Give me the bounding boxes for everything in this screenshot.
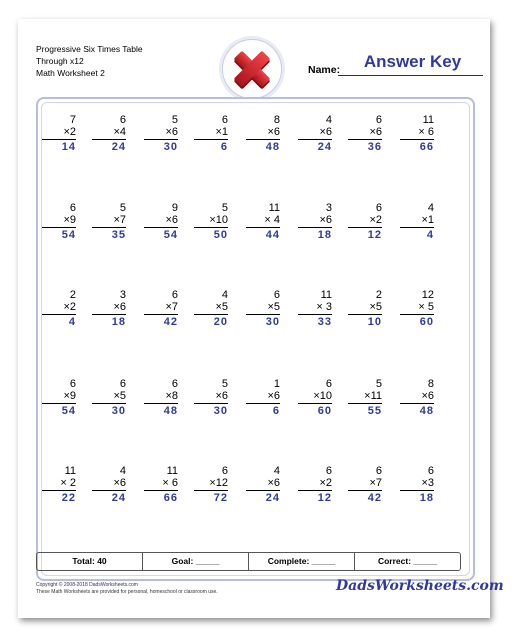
multiplier: ×3	[421, 476, 434, 489]
multiplicand: 6	[375, 465, 382, 477]
answer: 54	[163, 229, 178, 241]
multiplier: ×6	[165, 125, 178, 138]
answer: 30	[111, 405, 126, 417]
problem-item	[144, 379, 178, 418]
answer: 66	[163, 492, 178, 504]
multiplier: ×6	[113, 300, 126, 313]
multiplicand: 4	[325, 114, 332, 126]
multiplier: ×12	[209, 476, 228, 489]
answer: 30	[163, 141, 178, 153]
answer: 4	[426, 229, 434, 241]
multiplicand: 6	[273, 289, 280, 301]
multiplicand: 2	[69, 289, 76, 301]
answer: 12	[367, 229, 382, 241]
multiplicand: 6	[427, 465, 434, 477]
problem-item	[348, 203, 382, 242]
answer: 54	[61, 405, 76, 417]
problem-item	[298, 115, 332, 154]
multiplicand: 4	[427, 202, 434, 214]
answer: 18	[317, 229, 332, 241]
answer: 10	[367, 316, 382, 328]
brand-logo: DadsWorksheets.com	[336, 578, 504, 594]
multiplicand: 6	[171, 378, 178, 390]
answer: 30	[213, 405, 228, 417]
problem-item	[92, 466, 126, 505]
copyright-line-2: These Math Worksheets are provided for personal, homeschool or classroom use.	[36, 589, 218, 595]
multiplier: × 6	[418, 125, 434, 138]
problem-item	[194, 466, 228, 505]
multiplicand: 6	[221, 465, 228, 477]
multiplier: ×5	[215, 300, 228, 313]
correct-cell: Correct: _____	[354, 553, 460, 570]
multiplier: ×6	[267, 476, 280, 489]
problem-item	[246, 290, 280, 329]
problem-item	[400, 466, 434, 505]
title-line-1: Progressive Six Times Table	[36, 44, 143, 54]
problem-item	[92, 290, 126, 329]
multiplier: ×6	[369, 125, 382, 138]
title-line-2: Through x12	[36, 56, 84, 66]
problems-frame	[36, 97, 475, 581]
multiplicand: 11	[320, 289, 332, 301]
multiplier: × 2	[60, 476, 76, 489]
multiplicand: 9	[171, 202, 178, 214]
multiplier: ×6	[165, 213, 178, 226]
multiplier: × 3	[316, 300, 332, 313]
multiplier: ×9	[63, 389, 76, 402]
problem-item	[194, 203, 228, 242]
multiplier: ×2	[63, 125, 76, 138]
problem-item	[92, 379, 126, 418]
multiplicand: 7	[69, 114, 76, 126]
worksheet-page	[18, 19, 504, 618]
problem-item	[144, 290, 178, 329]
multiplier: ×6	[319, 213, 332, 226]
answer: 14	[61, 141, 76, 153]
multiplier: ×1	[421, 213, 434, 226]
score-bar	[36, 552, 461, 571]
answer: 42	[367, 492, 382, 504]
problem-item	[348, 115, 382, 154]
answer: 30	[265, 316, 280, 328]
answer: 24	[317, 141, 332, 153]
title-line-3: Math Worksheet 2	[36, 68, 105, 78]
multiplier: × 6	[162, 476, 178, 489]
problem-item	[194, 115, 228, 154]
problem-item	[42, 290, 76, 329]
multiplier: × 4	[264, 213, 280, 226]
problem-item	[400, 379, 434, 418]
goal-cell: Goal: _____	[142, 553, 248, 570]
multiplicand: 4	[221, 289, 228, 301]
multiplicand: 5	[221, 378, 228, 390]
multiplicand: 5	[119, 202, 126, 214]
multiplicand: 11	[166, 465, 178, 477]
multiplier: ×6	[215, 389, 228, 402]
problem-item	[348, 466, 382, 505]
answer: 48	[419, 405, 434, 417]
multiplicand: 6	[119, 378, 126, 390]
name-line	[338, 75, 483, 76]
multiplier: ×5	[369, 300, 382, 313]
multiplicand: 8	[427, 378, 434, 390]
answer-key-badge	[222, 39, 282, 99]
multiplier: ×10	[209, 213, 228, 226]
multiplier: ×2	[319, 476, 332, 489]
multiplicand: 6	[171, 289, 178, 301]
copyright-block	[36, 582, 218, 596]
problem-item	[42, 379, 76, 418]
total-cell: Total: 40	[72, 556, 107, 566]
multiplicand: 4	[273, 465, 280, 477]
multiplier: ×2	[369, 213, 382, 226]
multiplier: ×4	[113, 125, 126, 138]
problem-item	[298, 203, 332, 242]
answer: 36	[367, 141, 382, 153]
problem-item	[400, 115, 434, 154]
multiplicand: 8	[273, 114, 280, 126]
multiplier: ×5	[267, 300, 280, 313]
multiplier: ×6	[319, 125, 332, 138]
problem-item	[42, 115, 76, 154]
problem-item	[194, 379, 228, 418]
multiplicand: 6	[69, 202, 76, 214]
multiplicand: 6	[221, 114, 228, 126]
answer: 66	[419, 141, 434, 153]
answer: 72	[213, 492, 228, 504]
answer: 33	[317, 316, 332, 328]
answer: 24	[265, 492, 280, 504]
multiplicand: 6	[375, 114, 382, 126]
problem-item	[298, 379, 332, 418]
multiplicand: 6	[69, 378, 76, 390]
multiplier: ×9	[63, 213, 76, 226]
multiplier: ×10	[313, 389, 332, 402]
answer: 48	[163, 405, 178, 417]
answer: 6	[220, 141, 228, 153]
multiplicand: 11	[268, 202, 280, 214]
answer: 54	[61, 229, 76, 241]
problem-item	[92, 203, 126, 242]
multiplicand: 5	[171, 114, 178, 126]
answer: 50	[213, 229, 228, 241]
answer: 18	[419, 492, 434, 504]
multiplicand: 3	[325, 202, 332, 214]
problem-item	[144, 115, 178, 154]
problem-item	[348, 290, 382, 329]
worksheet-title-block	[36, 43, 143, 79]
multiplier: ×6	[113, 476, 126, 489]
answer: 24	[111, 492, 126, 504]
answer: 48	[265, 141, 280, 153]
multiplier: ×1	[215, 125, 228, 138]
answer: 12	[317, 492, 332, 504]
answer: 60	[419, 316, 434, 328]
answer: 35	[111, 229, 126, 241]
problem-item	[194, 290, 228, 329]
problem-item	[42, 203, 76, 242]
answer: 60	[317, 405, 332, 417]
problem-item	[400, 290, 434, 329]
answer: 55	[367, 405, 382, 417]
name-label: Name:	[308, 64, 341, 76]
problem-item	[144, 466, 178, 505]
answer-key-text: Answer Key	[363, 52, 462, 71]
answer: 24	[111, 141, 126, 153]
red-x-icon	[223, 40, 281, 98]
answer: 18	[111, 316, 126, 328]
multiplicand: 11	[64, 465, 76, 477]
multiplicand: 6	[375, 202, 382, 214]
multiplicand: 6	[325, 378, 332, 390]
answer: 4	[68, 316, 76, 328]
multiplicand: 2	[375, 289, 382, 301]
multiplicand: 5	[375, 378, 382, 390]
problem-item	[42, 466, 76, 505]
multiplicand: 1	[273, 378, 280, 390]
multiplicand: 3	[119, 289, 126, 301]
problem-item	[298, 290, 332, 329]
answer: 22	[61, 492, 76, 504]
problem-item	[400, 203, 434, 242]
complete-cell: Complete: _____	[248, 553, 354, 570]
problem-item	[144, 203, 178, 242]
multiplier: ×7	[369, 476, 382, 489]
answer: 20	[213, 316, 228, 328]
multiplier: ×5	[113, 389, 126, 402]
multiplier: × 5	[418, 300, 434, 313]
multiplicand: 6	[119, 114, 126, 126]
multiplier: ×6	[267, 125, 280, 138]
answer: 44	[265, 229, 280, 241]
problem-item	[246, 466, 280, 505]
multiplier: ×7	[113, 213, 126, 226]
answer: 6	[272, 405, 280, 417]
copyright-line-1: Copyright © 2008-2018 DadsWorksheets.com	[36, 582, 138, 588]
multiplicand: 11	[422, 114, 434, 126]
problem-item	[246, 115, 280, 154]
multiplier: ×6	[267, 389, 280, 402]
multiplier: ×2	[63, 300, 76, 313]
multiplier: ×6	[421, 389, 434, 402]
multiplicand: 5	[221, 202, 228, 214]
problem-item	[92, 115, 126, 154]
problem-item	[246, 203, 280, 242]
problem-item	[246, 379, 280, 418]
problem-item	[348, 379, 382, 418]
problem-item	[298, 466, 332, 505]
multiplicand: 12	[421, 289, 434, 301]
multiplier: ×11	[364, 389, 382, 402]
answer: 42	[163, 316, 178, 328]
multiplicand: 6	[325, 465, 332, 477]
multiplier: ×7	[165, 300, 178, 313]
multiplier: ×8	[165, 389, 178, 402]
multiplicand: 4	[119, 465, 126, 477]
